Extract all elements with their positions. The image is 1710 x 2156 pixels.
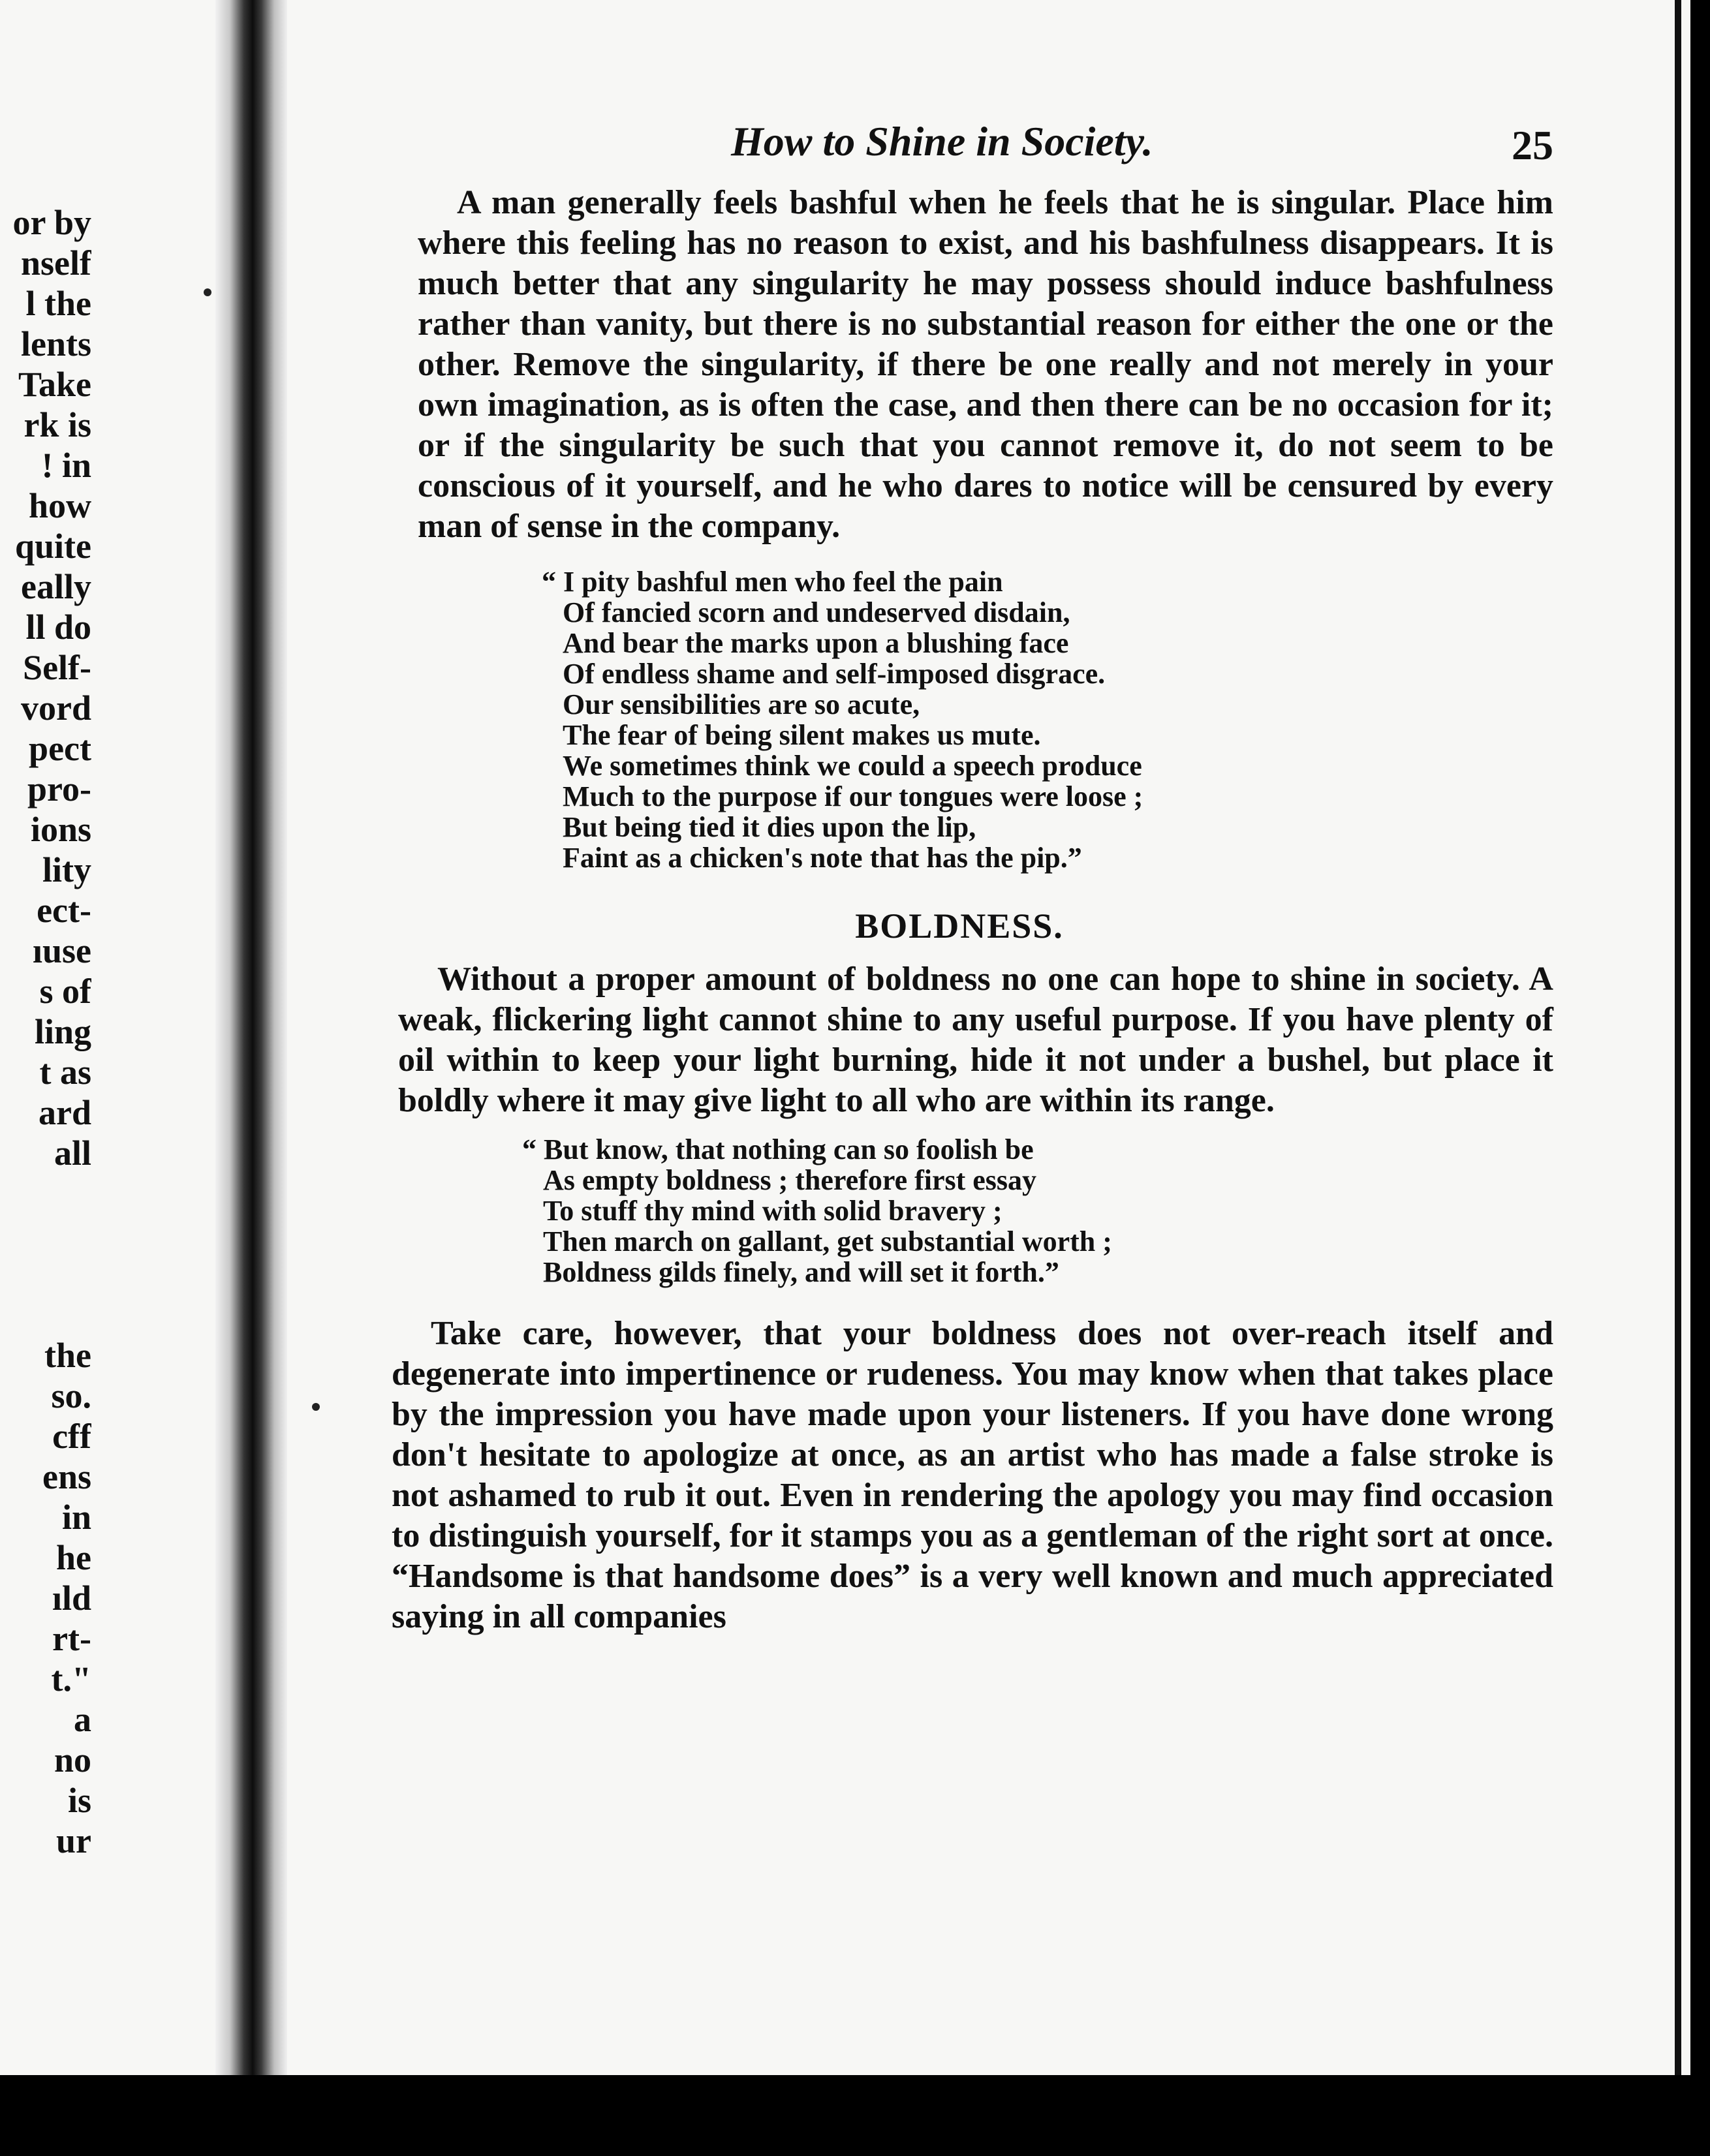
verse-line: “ But know, that nothing can so foolish be — [522, 1133, 1034, 1165]
left-fragment-line: pro- — [27, 769, 91, 808]
verse-line: To stuff thy mind with solid bravery ; — [543, 1195, 1003, 1227]
verse-line: And bear the marks upon a blushing face — [563, 627, 1069, 659]
left-fragment-line: nself — [21, 243, 91, 283]
left-fragment-line: eally — [21, 567, 91, 606]
left-fragment-line: so. — [51, 1376, 91, 1415]
ink-speck — [312, 1403, 320, 1411]
left-fragment-line: all — [54, 1133, 91, 1173]
verse-line: Our sensibilities are so acute, — [563, 688, 920, 720]
left-fragment-line: pect — [29, 729, 91, 768]
verse-line: But being tied it dies upon the lip, — [563, 811, 976, 843]
left-fragment-line: vord — [21, 688, 91, 728]
left-fragment-line: ling — [34, 1012, 91, 1051]
page-number: 25 — [1512, 122, 1553, 168]
left-fragment-line: ıld — [52, 1578, 91, 1618]
section-heading-boldness: BOLDNESS. — [855, 906, 1064, 946]
left-page-fragments — [0, 202, 91, 1861]
left-fragment-line: Self- — [23, 648, 91, 687]
left-fragment-group-1 — [0, 202, 91, 1173]
verse-line: Boldness gilds finely, and will set it forth.” — [543, 1256, 1059, 1288]
left-fragment-line: lents — [21, 324, 91, 363]
left-fragment-line: s of — [39, 972, 91, 1011]
left-fragment-line: how — [28, 486, 91, 525]
left-fragment-line: Take — [18, 365, 91, 404]
left-fragment-line: ! in — [41, 446, 91, 485]
verse-line: As empty boldness ; therefore first essay — [543, 1164, 1037, 1196]
right-page-content — [365, 104, 1553, 1637]
left-fragment-line: ll do — [25, 608, 91, 647]
verse-line: Faint as a chicken's note that has the pip.” — [563, 842, 1082, 874]
page-edge — [1675, 0, 1681, 2075]
verse-line: “ I pity bashful men who feel the pain — [542, 566, 1003, 598]
left-fragment-line: cff — [52, 1417, 91, 1456]
left-fragment-line: t." — [51, 1659, 91, 1699]
left-fragment-line: the — [44, 1336, 91, 1375]
verse-line: The fear of being silent makes us mute. — [563, 719, 1041, 751]
left-fragment-line: in — [61, 1498, 91, 1537]
verse-bashful-men — [542, 566, 1553, 873]
left-fragment-line: lity — [42, 850, 91, 889]
verse-line: Of fancied scorn and undeserved disdain, — [563, 596, 1070, 628]
left-fragment-line: ard — [39, 1093, 91, 1132]
verse-empty-boldness — [522, 1134, 1553, 1287]
left-fragment-line: is — [67, 1781, 91, 1820]
book-gutter — [215, 0, 287, 2075]
verse-line: Of endless shame and self-imposed disgrace. — [563, 658, 1106, 690]
left-fragment-line: ions — [30, 810, 91, 849]
left-fragment-line: t as — [39, 1053, 91, 1092]
left-fragment-line: ens — [42, 1457, 91, 1496]
paragraph-bashfulness: A man generally feels bashful when he feels that he is singular. Place him where this feeling has no reason to exist, and his bashfulness disappears. It is much better that any singularity he may possess should induce bashfulness rather than vanity, but there is no substantial reason for either the one or the other. Remove the singularity, if there be one really and not merely in your own imagination, as is often the case, and then there can be no occasion for it; or if the singularity be such that you cannot remove it, do not seem to be conscious of it yourself, and he who dares to notice will be censured by every man of sense in the company. — [418, 184, 1553, 545]
left-fragment-line: a — [74, 1700, 91, 1739]
verse-line: Then march on gallant, get substantial worth ; — [543, 1225, 1112, 1257]
verse-line: We sometimes think we could a speech produce — [563, 750, 1142, 782]
left-fragment-line: ıuse — [32, 931, 91, 970]
verse-line: Much to the purpose if our tongues were loose ; — [563, 780, 1143, 812]
left-fragment-line: or by — [12, 203, 91, 242]
left-fragment-line: no — [54, 1740, 91, 1779]
left-fragment-line: ur — [56, 1821, 91, 1860]
paragraph-take-care: Take care, however, that your boldness does not over-reach itself and degenerate into impertinence or rudeness. You may know when that takes place by the impression you have made upon your listeners. If you have done wrong don't hesitate to apologize at once, as an artist who has made a false stroke is not ashamed to rub it out. Even in rendering the apology you may find occasion to distinguish yourself, for it stamps you as a gentleman of the right sort at once. “Handsome is that handsome does” is a very well known and much appreciated saying in all companies — [392, 1315, 1553, 1635]
left-fragment-line: ect- — [37, 891, 91, 930]
left-fragment-line: he — [56, 1538, 91, 1577]
left-fragment-line: rt- — [52, 1619, 91, 1658]
paragraph-boldness: Without a proper amount of boldness no one can hope to shine in society. A weak, flickering light cannot shine to any useful purpose. If you have plenty of oil within to keep your light burning, hide it not under a bushel, but place it boldly where it may give light to all who are within its range. — [398, 961, 1553, 1119]
left-fragment-line: rk is — [23, 405, 91, 444]
ink-speck — [204, 288, 211, 296]
left-fragment-group-2 — [0, 1335, 91, 1861]
left-fragment-line: l the — [25, 284, 91, 323]
left-fragment-line: quite — [14, 527, 91, 566]
page-header — [365, 104, 1553, 183]
running-title: How to Shine in Society. — [731, 118, 1153, 164]
